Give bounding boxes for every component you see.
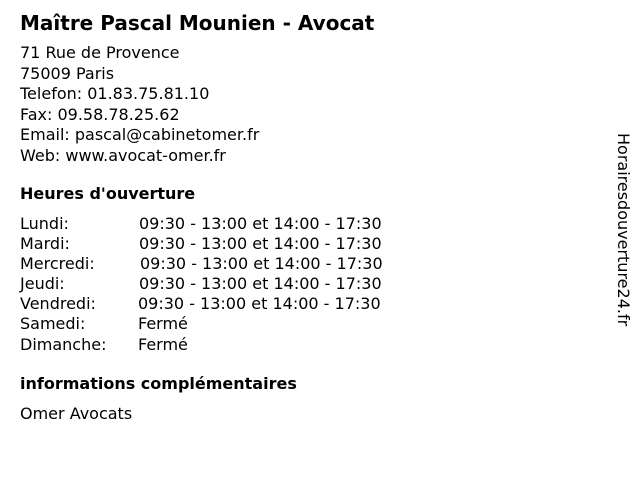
address-street: 71 Rue de Provence — [20, 43, 180, 62]
watermark-text: Horairesdouverture24.fr — [614, 133, 633, 327]
email-address: Email: pascal@cabinetomer.fr — [20, 125, 260, 144]
hours-row-wednesday — [20, 254, 440, 274]
hours-row-saturday — [20, 314, 440, 334]
day-label: Jeudi: — [20, 274, 65, 294]
day-label: Samedi: — [20, 314, 86, 334]
additional-info-heading: informations complémentaires — [20, 374, 297, 393]
opening-hours-table — [20, 214, 440, 355]
hours-row-sunday — [20, 335, 440, 355]
day-hours: 09:30 - 13:00 et 14:00 - 17:30 — [138, 294, 381, 314]
day-label: Dimanche: — [20, 334, 107, 354]
day-label: Vendredi: — [20, 294, 96, 314]
day-label: Lundi: — [20, 214, 69, 233]
opening-hours-heading: Heures d'ouverture — [20, 184, 196, 203]
phone-number: Telefon: 01.83.75.81.10 — [20, 84, 210, 103]
website-address: Web: www.avocat-omer.fr — [20, 145, 226, 165]
day-hours: 09:30 - 13:00 et 14:00 - 17:30 — [139, 214, 382, 233]
hours-row-monday — [20, 214, 440, 234]
page-title: Maître Pascal Mounien - Avocat — [20, 11, 375, 35]
hours-row-thursday — [20, 274, 440, 294]
contact-block — [20, 43, 259, 166]
day-label: Mardi: — [20, 234, 70, 254]
hours-row-tuesday — [20, 234, 440, 254]
additional-info-text: Omer Avocats — [20, 404, 133, 423]
fax-number: Fax: 09.58.78.25.62 — [20, 104, 180, 124]
day-hours: Fermé — [138, 314, 188, 334]
day-hours: 09:30 - 13:00 et 14:00 - 17:30 — [140, 254, 383, 274]
hours-row-friday — [20, 294, 440, 314]
address-city: 75009 Paris — [20, 63, 115, 83]
day-hours: 09:30 - 13:00 et 14:00 - 17:30 — [139, 234, 382, 254]
day-label: Mercredi: — [20, 254, 95, 274]
day-hours: 09:30 - 13:00 et 14:00 - 17:30 — [139, 274, 382, 294]
day-hours: Fermé — [138, 334, 188, 354]
